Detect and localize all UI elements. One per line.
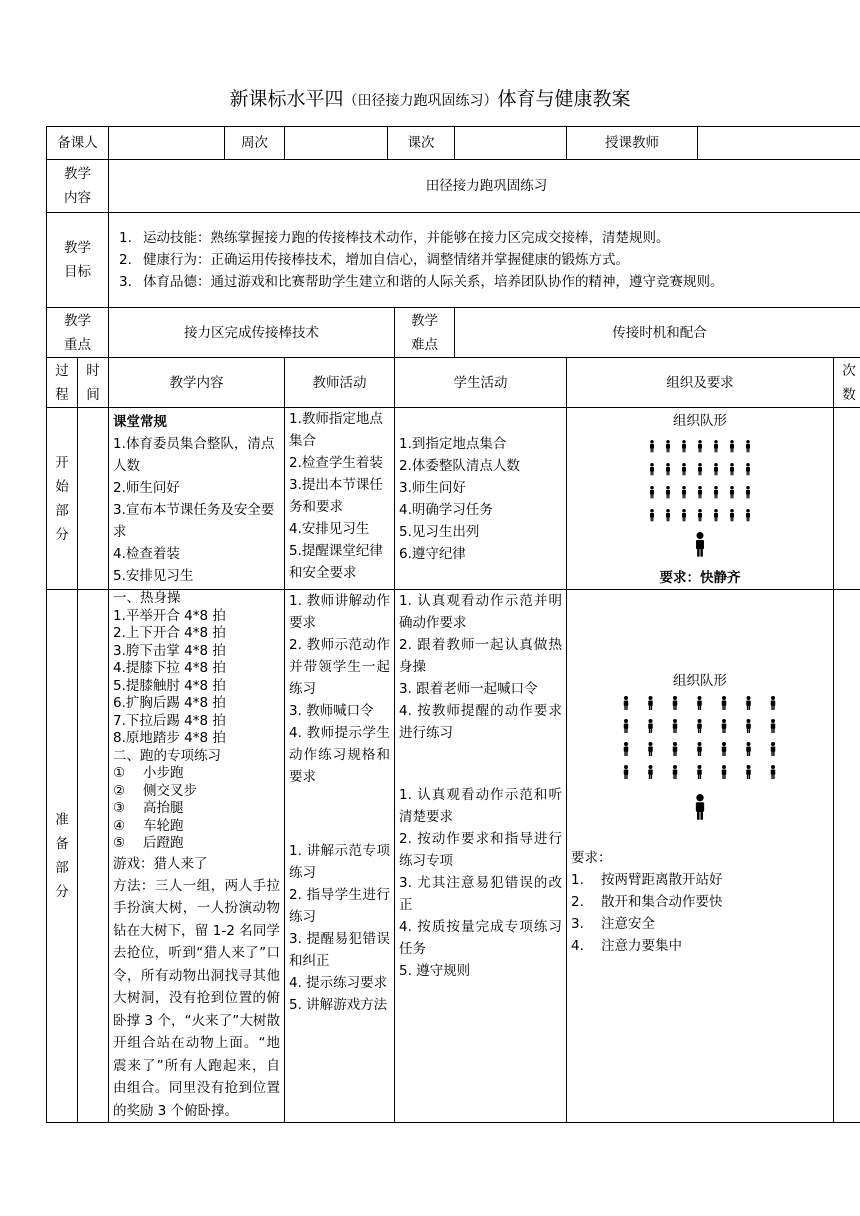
warmup-item: 3.胯下击掌 4*8 拍 — [113, 642, 226, 659]
prep-section-label: 准备部分 — [47, 590, 78, 1123]
warmup-item: 8.原地踏步 4*8 拍 — [113, 730, 226, 746]
start-org-requirement: 要求：快静齐 — [659, 570, 741, 586]
goal-item: 3. 体育品德：通过游戏和比赛帮助学生建立和谐的人际关系，培养团队协作的精神，遵守竞赛规则。 — [119, 274, 724, 290]
student-icon — [648, 765, 653, 779]
prep-student-item: 4. 按教师提醒的动作要求进行练习 — [399, 703, 562, 741]
drill-item: ③ 高抬腿 — [113, 800, 184, 816]
student-icon — [698, 486, 702, 498]
student-icon — [698, 440, 702, 452]
col-content: 教学内容 — [109, 358, 285, 408]
key-row — [47, 308, 860, 358]
student-icon — [698, 463, 702, 475]
prep-student-item: 5. 遵守规则 — [399, 963, 471, 979]
student-icon — [624, 742, 629, 756]
student-icon — [648, 742, 653, 756]
student-icon — [650, 486, 654, 498]
start-teacher-item: 5.提醒课堂纪律和安全要求 — [289, 543, 383, 581]
prep-teacher-item: 2. 教师示范动作并带领学生一起练习 — [289, 637, 390, 697]
teacher-icon — [696, 532, 704, 557]
key-label: 教学重点 — [47, 308, 109, 358]
student-icon — [648, 719, 653, 733]
start-section-row — [47, 408, 860, 590]
title-paren-close: ） — [483, 93, 498, 109]
prep-formation-diagram — [618, 692, 782, 824]
prep-student-item: 1. 认真观看动作示范并明确动作要求 — [399, 593, 562, 631]
student-icon — [730, 463, 734, 475]
content-value: 田径接力跑巩固练习 — [109, 160, 860, 213]
col-time: 时间 — [78, 358, 109, 408]
prep-teacher-item: 1. 教师讲解动作要求 — [289, 593, 390, 631]
start-content-heading: 课堂常规 — [113, 413, 167, 430]
prep-student-item: 2. 按动作要求和指导进行练习专项 — [399, 831, 562, 869]
student-icon — [624, 719, 629, 733]
warmup-item: 4.提膝下拉 4*8 拍 — [113, 660, 226, 676]
student-icon — [698, 509, 702, 521]
student-icon — [730, 486, 734, 498]
drill-item: ① 小步跑 — [113, 765, 184, 781]
goal-item: 1. 运动技能：熟练掌握接力跑的传接棒技术动作，并能够在接力区完成交接棒，清楚规则。 — [119, 230, 670, 246]
preparer-label: 备课人 — [47, 127, 109, 160]
goal-item: 2. 健康行为：正确运用传接棒技术，增加自信心，调整情绪并掌握健康的锻炼方式。 — [119, 252, 629, 268]
title-paren-open: （ — [343, 93, 358, 109]
start-time-cell — [78, 408, 109, 590]
student-icon — [673, 719, 678, 733]
student-icon — [714, 486, 718, 498]
student-icon — [722, 765, 727, 779]
student-icon — [746, 486, 750, 498]
teacher-value — [698, 127, 860, 160]
prep-count-cell — [834, 590, 860, 1123]
goals-label: 教学目标 — [47, 213, 109, 308]
col-teacher: 教师活动 — [285, 358, 395, 408]
prep-req-item: 2. 散开和集合动作要快 — [571, 894, 723, 910]
student-icon — [666, 509, 670, 521]
page-title — [0, 86, 860, 114]
start-content-cell — [109, 408, 285, 590]
student-icon — [697, 719, 702, 733]
student-icon — [771, 696, 776, 710]
start-formation-diagram — [645, 432, 755, 560]
game-description: 方法：三人一组，两人手拉手扮演大树，一人扮演动物钻在大树下，留 1-2 名同学去抢位，听到“猎人来了”口令，所有动物出洞找寻其他大树洞，没有抢到位置的俯卧撑 3 个，“火来了”大树散开组合站在动物上面。“地震来了”所有人跑起来，自由组合。同里没有抢到位置的奖励 3 个俯卧撑。 — [113, 877, 280, 1119]
student-icon — [714, 509, 718, 521]
start-content-item: 5.安排见习生 — [113, 567, 194, 584]
student-icon — [624, 696, 629, 710]
prep-student-cell — [395, 590, 567, 1123]
student-icon — [624, 765, 629, 779]
student-icon — [697, 696, 702, 710]
prep-teacher-item: 4. 教师提示学生动作练习规格和要求 — [289, 725, 390, 785]
student-icon — [650, 463, 654, 475]
drill-item: ② 侧交叉步 — [113, 782, 197, 799]
key-value: 接力区完成传接棒技术 — [109, 308, 395, 358]
start-student-item: 5.见习生出列 — [399, 523, 480, 540]
student-icon — [746, 440, 750, 452]
student-icon — [650, 440, 654, 452]
prep-teacher-item: 5. 讲解游戏方法 — [289, 997, 388, 1013]
prep-student-item: 4. 按质按量完成专项练习任务 — [399, 919, 562, 957]
start-student-cell — [395, 408, 567, 590]
student-icon — [682, 509, 686, 521]
preparer-value — [109, 127, 225, 160]
start-student-item: 1.到指定地点集合 — [399, 435, 507, 452]
student-icon — [771, 765, 776, 779]
col-count: 次数 — [834, 358, 860, 408]
prep-section-row — [47, 590, 860, 1123]
teacher-icon — [696, 794, 704, 820]
student-icon — [730, 509, 734, 521]
student-icon — [682, 463, 686, 475]
col-org: 组织及要求 — [567, 358, 834, 408]
difficulty-label: 教学难点 — [395, 308, 455, 358]
warmup-item: 7.下拉后踢 4*8 拍 — [113, 712, 226, 729]
column-header-row — [47, 358, 860, 408]
start-student-item: 3.师生问好 — [399, 479, 466, 496]
student-icon — [746, 765, 751, 779]
week-value — [285, 127, 388, 160]
prep-org-title: 组织队形 — [673, 673, 727, 689]
student-icon — [648, 696, 653, 710]
student-icon — [771, 719, 776, 733]
content-label: 教学内容 — [47, 160, 109, 213]
prep-student-item: 2. 跟着教师一起认真做热身操 — [399, 637, 562, 675]
drill-item: ⑤ 后蹬跑 — [113, 835, 184, 851]
content-row — [47, 160, 860, 213]
student-icon — [666, 463, 670, 475]
prep-student-item: 1. 认真观看动作示范和听清楚要求 — [399, 787, 562, 825]
prep-teacher-item: 2. 指导学生进行练习 — [289, 887, 390, 925]
goals-list — [109, 213, 860, 308]
student-icon — [673, 696, 678, 710]
start-teacher-item: 3.提出本节课任务和要求 — [289, 477, 383, 515]
prep-student-item: 3. 跟着老师一起喊口令 — [399, 681, 538, 697]
warmup-item: 5.提膝触肘 4*8 拍 — [113, 677, 226, 694]
warmup-heading: 一、热身操 — [113, 590, 181, 606]
start-teacher-item: 4.安排见习生 — [289, 521, 370, 537]
prep-teacher-item: 3. 教师喊口令 — [289, 703, 374, 719]
prep-req-item: 3. 注意安全 — [571, 916, 655, 932]
lesson-plan-table — [46, 126, 860, 1123]
lesson-label: 课次 — [388, 127, 455, 160]
prep-time-cell — [78, 590, 109, 1123]
student-icon — [722, 719, 727, 733]
student-icon — [714, 463, 718, 475]
start-teacher-item: 2.检查学生着装 — [289, 455, 383, 471]
student-icon — [714, 440, 718, 452]
start-org-cell — [567, 408, 834, 590]
student-icon — [746, 742, 751, 756]
warmup-item: 6.扩胸后踢 4*8 拍 — [113, 695, 226, 711]
start-content-item: 2.师生问好 — [113, 479, 180, 496]
start-section-label: 开始部分 — [47, 408, 78, 590]
start-student-item: 2.体委整队清点人数 — [399, 457, 520, 474]
student-icon — [746, 509, 750, 521]
col-process: 过程 — [47, 358, 78, 408]
start-count-cell — [834, 408, 860, 590]
title-subtitle: 田径接力跑巩固练习 — [357, 93, 484, 109]
student-icon — [771, 742, 776, 756]
header-row — [47, 127, 860, 160]
student-icon — [673, 742, 678, 756]
prep-req-item: 4. 注意力要集中 — [571, 938, 682, 954]
student-icon — [722, 742, 727, 756]
teacher-label: 授课教师 — [567, 127, 698, 160]
lesson-value — [455, 127, 567, 160]
prep-student-item: 3. 尤其注意易犯错误的改正 — [399, 875, 562, 913]
week-label: 周次 — [225, 127, 285, 160]
student-icon — [746, 719, 751, 733]
start-teacher-item: 1.教师指定地点集合 — [289, 411, 383, 449]
prep-org-cell — [567, 590, 834, 1123]
student-icon — [697, 742, 702, 756]
col-student: 学生活动 — [395, 358, 567, 408]
student-icon — [673, 765, 678, 779]
prep-teacher-item: 1. 讲解示范专项练习 — [289, 843, 390, 881]
title-main-left: 新课标水平四 — [229, 88, 344, 110]
prep-teacher-item: 3. 提醒易犯错误和纠正 — [289, 931, 390, 969]
prep-req-item: 1. 按两臂距离散开站好 — [571, 872, 723, 888]
difficulty-value: 传接时机和配合 — [455, 308, 860, 358]
drill-item: ④ 车轮跑 — [113, 817, 184, 834]
student-icon — [650, 509, 654, 521]
student-icon — [666, 440, 670, 452]
prep-content-cell — [109, 590, 285, 1123]
student-icon — [746, 463, 750, 475]
student-icon — [746, 696, 751, 710]
student-icon — [722, 696, 727, 710]
start-student-item: 4.明确学习任务 — [399, 501, 493, 518]
drill-heading: 二、跑的专项练习 — [113, 747, 221, 764]
student-icon — [697, 765, 702, 779]
prep-teacher-cell — [285, 590, 395, 1123]
start-content-item: 3.宣布本节课任务及安全要求 — [113, 501, 275, 540]
student-icon — [730, 440, 734, 452]
prep-teacher-item: 4. 提示练习要求 — [289, 975, 388, 991]
start-content-item: 1.体育委员集合整队，清点人数 — [113, 435, 275, 474]
student-icon — [682, 486, 686, 498]
start-student-item: 6.遵守纪律 — [399, 545, 466, 562]
start-content-item: 4.检查着装 — [113, 545, 180, 562]
title-main-right: 体育与健康教案 — [497, 88, 631, 110]
warmup-item: 2.上下开合 4*8 拍 — [113, 625, 226, 641]
goals-row — [47, 213, 860, 308]
start-teacher-cell — [285, 408, 395, 590]
start-org-title: 组织队形 — [673, 413, 727, 429]
student-icon — [682, 440, 686, 452]
prep-req-label: 要求： — [571, 850, 612, 866]
warmup-item: 1.平举开合 4*8 拍 — [113, 607, 226, 624]
game-title: 游戏：猎人来了 — [113, 855, 208, 872]
student-icon — [666, 486, 670, 498]
